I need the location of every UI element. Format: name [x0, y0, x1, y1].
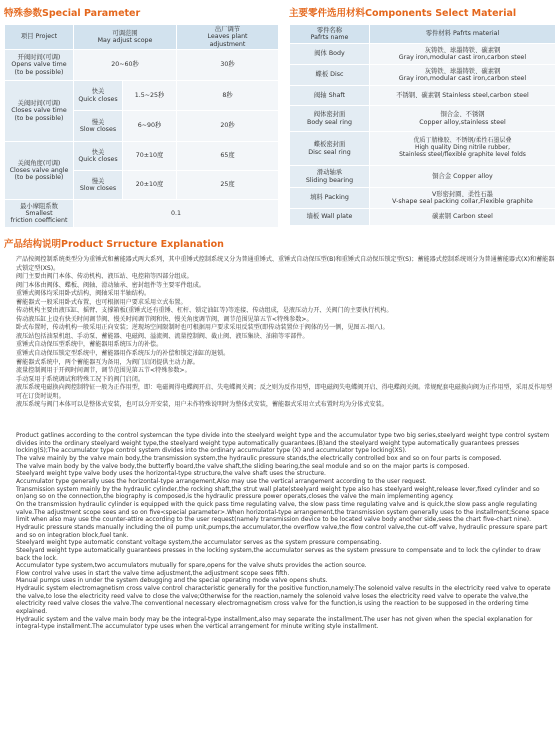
open-time-factory: 30秒	[177, 50, 279, 81]
friction-label: 最小摩阻系数 Smallest friction coefficient	[5, 200, 74, 228]
paragraph: 蓄能器式系统中，两个蓄能器互为备用，为阀门启闭提供主动力源。	[16, 358, 199, 366]
table-row	[290, 44, 556, 65]
friction-value: 0.1	[74, 200, 279, 228]
header-part-name: 零件名称 Pafrts name	[290, 25, 370, 44]
special-parameter-table	[4, 24, 279, 228]
table-row	[290, 86, 556, 106]
paragraph: Product gatlines according to the control systemcan the type divide into the steelyard weight type and the accumulator type two big series,steelyard weight type control system divides into the ordinary steelyard weight type,the steelyard weight type automatically guarantees.(B)and the steelyard weight type automatically guarantees presses locking(S);The accumulator type control system divides into the ordinary accumulator type (X) and accumulator type locking(XS).	[16, 432, 550, 455]
close-angle-slow-label: 慢关 Slow closes	[74, 171, 123, 200]
paragraph: 液压系统与阀门本体可以是整体式安装，也可以分开安装，用户未作特殊说明时为整体式安装，蓄能器式采用立式布置时均为分体式安装。	[16, 401, 388, 409]
close-angle-slow-range: 20±10度	[123, 171, 177, 200]
header-range: 可调范围 May adjust scope	[74, 25, 177, 50]
table-row	[290, 166, 556, 188]
close-angle-quick-factory: 65度	[177, 142, 279, 171]
paragraph: Hydraulic pressure stands manually including the oil pump unit,pumps,the accumulator,the overflow valve,the flow control valve,the cut-off valve, hydraulic pressure spare part and so on integration block,fuel tank.	[16, 523, 548, 539]
paragraph: Steelyard weight type valve body uses the horizontal-type structure,the valve shaft uses the structure.	[16, 470, 326, 478]
paragraph: 液压系统电磁换向阀控制特征一般为正作用型，即：电磁阀得电蝶阀开启、失电蝶阀关阀；反之则为反作用型，即电磁阀失电蝶阀开启、得电蝶阀关阀。常规配套电磁换向阀为正作用型，采用反作用型可在订货时说明。	[16, 384, 553, 400]
table-row	[290, 209, 556, 226]
paragraph: Steelyard weight type automatic constant voltage system,the accumulator serves as the system pressure compensating.	[16, 539, 382, 547]
table-row	[290, 188, 556, 209]
open-time-label: 开阀时间(可调) Opens valve time (to be possible)	[5, 50, 74, 81]
paragraph: 重锤式自动保压锁定型系统中，蓄能器用作系统压力的补偿和锁定油缸的退锁。	[16, 350, 230, 358]
part-name: 阀体密封面 Body seal ring	[290, 106, 370, 132]
table-row	[290, 106, 556, 132]
spec-section-title: 特殊参数Special Parameter	[4, 8, 141, 19]
part-name: 阀轴 Shaft	[290, 86, 370, 106]
table-row	[290, 25, 556, 44]
paragraph: Transmission system mainly by the hydraulic cylinder,the rocking shaft,the strut wall plate(steelyard weight type also has steelyard weight,release lever,fixed cylinder and so on)ang so on the connection,the biography is composed,is the hydraulic pressure power operats,closes the valve the main implementing agency.	[16, 485, 540, 501]
table-row	[5, 81, 279, 111]
part-name: 滑动轴承 Sliding bearing	[290, 166, 370, 188]
paragraph: 卧式布置时，传动机构一般采用正向安装；逆现场空间限制时也可根据用户要求采用反装型(即传动装置位于阀体的另一侧，见图五-图八)。	[16, 324, 389, 332]
paragraph: 液压站包括油泵机组、手动泵、蓄能器、电磁阀、溢流阀、流量控制阀、截止阀、液压集块、油箱等零部件。	[16, 332, 309, 340]
part-material: 灰铸铁、球墨铸铁、碳素钢 Gray iron,modular cast iron,carbon steel	[370, 44, 556, 65]
structure-explanation-english	[4, 432, 556, 631]
paragraph: The valve main body by the valve body,the butterfly board,the valve shaft,the sliding bearing,the seal module and so on the major parts is composed.	[16, 462, 470, 470]
paragraph: Accumulator type generally uses the horizontal-type arrangement,Also may use the vertical arrangement according to the user request.	[16, 477, 427, 485]
paragraph: 重锤式自动保压型系统中，蓄能器用系统压力的补偿。	[16, 341, 163, 349]
paragraph: Accumulator type system,two accumulators mutually for spare,opens for the valve shuts provides the action source.	[16, 562, 367, 570]
part-material: 不锈钢、碳素钢 Stainless steel,carbon steel	[370, 86, 556, 106]
materials-section-title: 主要零件选用材料Components Select Material	[289, 8, 517, 19]
paragraph: Hydraulic system and the valve main body may be the integral-type installment,also may separate the installment.The user has not given when the special explanation for integral-type installment.The accumulator type uses when the vertical arrangement for minute writing style installment.	[16, 615, 533, 631]
table-row	[5, 142, 279, 171]
explanation-section-title: 产品结构说明Product Srructure Explanation	[4, 239, 224, 250]
paragraph: The valve mainly by the valve main body,the transmission system,the hydraulic pressure stands,the electrically controlled box and so on four parts is composed.	[16, 454, 502, 462]
part-name: 蝶板 Disc	[290, 65, 370, 86]
part-name: 阀体 Body	[290, 44, 370, 65]
paragraph: 阀门主要由阀门本体、传动机构、液压站、电控箱等四部分组成。	[16, 273, 193, 281]
paragraph: 传动液压缸上设有快关时间调节阀、慢关时间调节阀和快、慢关角度调节阀，调节范围见第五节<特殊参数>。	[16, 315, 313, 323]
close-time-quick-factory: 8秒	[177, 81, 279, 111]
table-row	[5, 25, 279, 50]
part-material: V形密封圈、柔性石墨 V-shape seal packing collar,Flexible graphite	[370, 188, 556, 209]
part-name: 墙板 Wall plate	[290, 209, 370, 226]
part-material: 铜合金、不锈钢 Copper alloy,stainless steel	[370, 106, 556, 132]
paragraph: Steelyard weight type automatically guarantees presses in the locking system,the accumulator serves as the system pressure to compensate and to lock the cylinder to draw back the lock.	[16, 546, 541, 562]
paragraph: 手动泵用于系统调试和特殊工况下的阀门启闭。	[16, 375, 144, 383]
close-angle-slow-factory: 25度	[177, 171, 279, 200]
table-row	[290, 132, 556, 166]
components-material-table	[289, 24, 556, 226]
table-row	[290, 65, 556, 86]
close-time-quick-label: 快关 Quick closes	[74, 81, 123, 111]
paragraph: 产品按阀控制系统类型分为重锤式和蓄能器式两大系列，其中重锤式控制系统又分为普通重锤式、重锤式自动保压型(B)和重锤式自动保压锁定型(S)；蓄能器式控制系统则分为普通蓄能器式(X)和蓄能器式锁定型(XS)。	[16, 256, 555, 272]
close-angle-quick-range: 70±10度	[123, 142, 177, 171]
open-time-range: 20~60秒	[74, 50, 177, 81]
part-material: 铜合金 Copper alloy	[370, 166, 556, 188]
table-row	[5, 200, 279, 228]
paragraph: 重锤式阀体均采用卧式结构，阀轴采用半轴结构。	[16, 290, 151, 298]
header-item: 项目 Project	[5, 25, 74, 50]
close-time-slow-factory: 20秒	[177, 111, 279, 142]
part-material: 碳素钢 Carbon steel	[370, 209, 556, 226]
part-name: 填料 Packing	[290, 188, 370, 209]
paragraph: Flow control valve uses in start the valve time adjustment,the adjustment scope sees fifth.	[16, 569, 290, 577]
table-row	[5, 50, 279, 81]
close-time-label: 关阀时间(可调) Closes valve time (to be possible)	[5, 81, 74, 142]
paragraph: 流量控制阀用于开阀时间调节，调节范围见第五节<特殊参数>。	[16, 367, 191, 375]
structure-explanation-chinese	[4, 256, 556, 410]
header-factory: 出厂调节 Leaves plant adjustment	[177, 25, 279, 50]
header-part-material: 零件材料 Pafrts material	[370, 25, 556, 44]
close-time-slow-range: 6~90秒	[123, 111, 177, 142]
close-angle-quick-label: 快关 Quick closes	[74, 142, 123, 171]
part-material: 优质丁腈橡胶、不锈钢/柔性石墨层叠 High quality Ding nitrile rubber, Stainless steel/flexible graphite level folds	[370, 132, 556, 166]
paragraph: On the transmission hydraulic cylinder is equipped with the quick pass time regulating valve, the slow pass time regulating valve and is quick,the slow pass angle regulating valve.The adjustment scope sees and so on five<special parameter>.When horizontal-type arrangement,the transmission system generally uses to the installment;Scene space limit when also may use the counter-attire according to the user request(namely transmission device to be located valve body another side,sees the chart five-chart nine).	[16, 500, 549, 524]
paragraph: 阀门本体由阀体、蝶板、阀轴、滑动轴承、密封组件等主要零件组成。	[16, 281, 205, 289]
paragraph: 蓄能器式一般采用卧式布置，也可根据用户要求采用立式布置。	[16, 298, 187, 306]
close-time-slow-label: 慢关 Slow closes	[74, 111, 123, 142]
paragraph: 传动机构主要由液压缸、摇臂、支撑箱板(重锤式还有重锤、杠杆、锁定油缸等)等连接、传动组成，是液压动力开、关阀门的主要执行机构。	[16, 307, 393, 315]
close-angle-label: 关阀角度(可调) Closes valve angle (to be possible)	[5, 142, 74, 200]
close-time-quick-range: 1.5~25秒	[123, 81, 177, 111]
part-name: 蝶板密封面 Disc seal ring	[290, 132, 370, 166]
part-material: 灰铸铁、球墨铸铁、碳素钢 Gray iron,modular cast iron,carbon steel	[370, 65, 556, 86]
paragraph: Manual pumps uses in under the system debugging and the special operating mode valve opens shuts.	[16, 577, 328, 585]
paragraph: Hydraulic system electromagnetism cross valve control characteristic generally for the positive function,namely:The solenoid valve results in the electricity reed valve to operate the valve,to lose the electricity reed valve to close the valve;Otherwise for the reaction,namely the solenoid valve loses the electricity reed valve to operate the valve,the electricity reed valve closes the valve.The conventional necessary electromagnetism cross valve for the function,is using the reaction to be supposed in the ordering time explained.	[16, 585, 551, 616]
